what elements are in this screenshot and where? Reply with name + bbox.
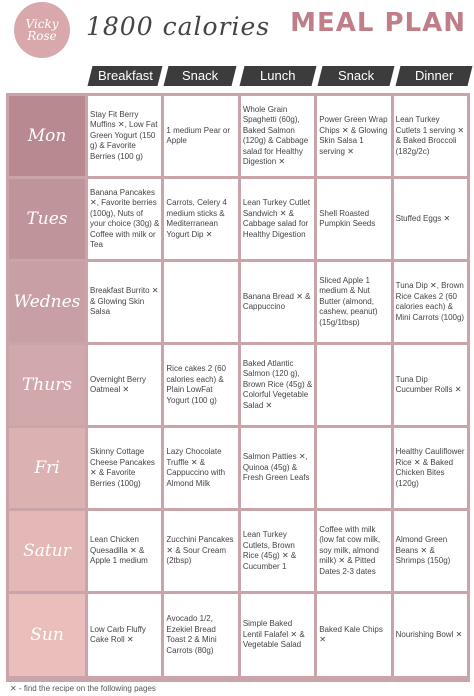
day-row-tues [9, 179, 467, 259]
day-row-sun [9, 594, 467, 676]
day-row-wednes [9, 262, 467, 342]
meal-cell: Simple Baked Lentil Falafel ✕ & Vegetable Salad [241, 594, 314, 676]
day-label-fri: Fri [9, 428, 85, 508]
column-header-lunch: Lunch [240, 66, 317, 86]
meal-cell [317, 428, 390, 508]
meal-cell: Lean Turkey Cutlet Sandwich ✕ & Cabbage salad for Healthy Digestion [241, 179, 314, 259]
meal-cell: Tuna Dip ✕, Brown Rice Cakes 2 (60 calories each) & Mini Carrots (100g) [394, 262, 467, 342]
meal-cell: Low Carb Fluffy Cake Roll ✕ [88, 594, 161, 676]
footer-note: ✕ - find the recipe on the following pages [10, 684, 156, 693]
day-label-thurs: Thurs [9, 345, 85, 425]
meal-cell: Coffee with milk (low fat cow milk, soy milk, almond milk) ✕ & Pitted Dates 2-3 dates [317, 511, 390, 591]
meal-cell: Banana Bread ✕ & Cappuccino [241, 262, 314, 342]
brand-logo [14, 2, 70, 58]
meal-cell: Lean Turkey Cutlets, Brown Rice (45g) ✕ & Cucumber 1 [241, 511, 314, 591]
meal-cell [164, 262, 237, 342]
meal-cell: Avocado 1/2, Ezekiel Bread Toast 2 & Mini Carrots (80g) [164, 594, 237, 676]
meal-cell: Lean Turkey Cutlets 1 serving ✕ & Baked Broccoli (182g/2c) [394, 96, 467, 176]
meal-cell: Healthy Cauliflower Rice ✕ & Baked Chicken Bites (120g) [394, 428, 467, 508]
meal-cell: Stuffed Eggs ✕ [394, 179, 467, 259]
meal-cell [317, 345, 390, 425]
day-row-thurs [9, 345, 467, 425]
day-row-mon [9, 96, 467, 176]
meal-cell: Power Green Wrap Chips ✕ & Glowing Skin Salsa 1 serving ✕ [317, 96, 390, 176]
meal-cell: Almond Green Beans ✕ & Shrimps (150g) [394, 511, 467, 591]
column-header-snack-1: Snack [164, 66, 237, 86]
meal-cell: Carrots, Celery 4 medium sticks & Mediterranean Yogurt Dip ✕ [164, 179, 237, 259]
meal-cell: Nourishing Bowl ✕ [394, 594, 467, 676]
day-label-tues: Tues [9, 179, 85, 259]
meal-cell: Shell Roasted Pumpkin Seeds [317, 179, 390, 259]
column-header-breakfast: Breakfast [88, 66, 163, 86]
meal-cell: Baked Atlantic Salmon (120 g), Brown Rice (45g) & Colorful Vegetable Salad ✕ [241, 345, 314, 425]
column-header-snack-2: Snack [318, 66, 395, 86]
title-meal-plan: MEAL PLAN [290, 8, 466, 38]
meal-cell: Breakfast Burrito ✕ & Glowing Skin Salsa [88, 262, 161, 342]
day-row-satur [9, 511, 467, 591]
meal-cell: Banana Pancakes ✕, Favorite berries (100g), Nuts of your choice (30g) & Coffee with milk or Tea [88, 179, 161, 259]
meal-cell: 1 medium Pear or Apple [164, 96, 237, 176]
meal-cell: Stay Fit Berry Muffins ✕, Low Fat Green Yogurt (150 g) & Favorite Berries (100 g) [88, 96, 161, 176]
title-calories: 1800 calories [86, 12, 271, 41]
day-row-fri [9, 428, 467, 508]
day-label-mon: Mon [9, 96, 85, 176]
meal-cell: Zucchini Pancakes ✕ & Sour Cream (2tbsp) [164, 511, 237, 591]
meal-cell: Tuna Dip Cucumber Rolls ✕ [394, 345, 467, 425]
meal-cell: Salmon Patties ✕, Quinoa (45g) & Fresh Green Leafs [241, 428, 314, 508]
meal-cell: Sliced Apple 1 medium & Nut Butter (almond, cashew, peanut) (15g/1tbsp) [317, 262, 390, 342]
meal-plan-grid [6, 93, 470, 682]
brand-name-line2: Rose [27, 29, 57, 43]
meal-cell: Lazy Chocolate Truffle ✕ & Cappuccino with Almond Milk [164, 428, 237, 508]
meal-cell: Lean Chicken Quesadilla ✕ & Apple 1 medium [88, 511, 161, 591]
day-label-wednes: Wednes [9, 262, 85, 342]
meal-cell: Whole Grain Spaghetti (60g), Baked Salmon (120g) & Cabbage salad for Healthy Digestion ✕ [241, 96, 314, 176]
column-headers [86, 66, 472, 86]
day-label-sun: Sun [9, 594, 85, 676]
meal-cell: Rice cakes 2 (60 calories each) & Plain LowFat Yogurt (100 g) [164, 345, 237, 425]
meal-cell: Overnight Berry Oatmeal ✕ [88, 345, 161, 425]
column-header-dinner: Dinner [396, 66, 473, 86]
meal-cell: Skinny Cottage Cheese Pancakes ✕ & Favorite Berries (100g) [88, 428, 161, 508]
meal-cell: Baked Kale Chips ✕ [317, 594, 390, 676]
brand-name-line1: Vicky [25, 17, 59, 31]
day-label-satur: Satur [9, 511, 85, 591]
